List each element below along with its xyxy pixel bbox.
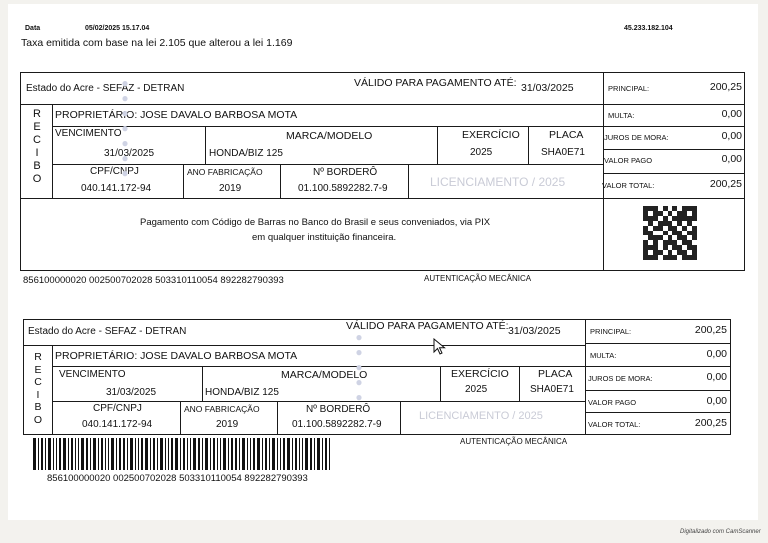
date-label: Data bbox=[25, 25, 41, 32]
valid-until-date: 31/03/2025 bbox=[508, 325, 561, 337]
mouse-pointer-icon bbox=[433, 338, 447, 356]
qr-code-icon bbox=[643, 206, 697, 260]
summary-principal-value: 200,25 bbox=[709, 81, 742, 93]
cpf-label: CPF/CNPJ bbox=[90, 166, 139, 177]
barcode-icon bbox=[33, 438, 353, 470]
recibo-vertical-label: R E C I B O bbox=[33, 351, 43, 426]
summary-fine-label: MULTA: bbox=[608, 111, 635, 120]
model-value: HONDA/BIZ 125 bbox=[205, 387, 279, 398]
summary-total-label: VALOR TOTAL: bbox=[602, 181, 655, 190]
summary-paid-label: VALOR PAGO bbox=[604, 156, 653, 165]
ip-address: 45.233.182.104 bbox=[624, 25, 673, 32]
plate-label: PLACA bbox=[538, 368, 573, 380]
year-value: 2025 bbox=[465, 384, 488, 395]
plate-value: SHA0E71 bbox=[541, 147, 585, 158]
barcode-digits: 856100000020 002500702028 503310110054 892282790393 bbox=[47, 473, 308, 484]
summary-paid-value: 0,00 bbox=[721, 153, 742, 165]
bordero-value: 01.100.5892282.7-9 bbox=[292, 419, 382, 430]
summary-total-value: 200,25 bbox=[694, 417, 727, 429]
cpf-value: 040.141.172-94 bbox=[82, 419, 153, 430]
summary-interest-value: 0,00 bbox=[721, 130, 742, 142]
summary-interest-label: JUROS DE MORA: bbox=[588, 374, 653, 383]
mechanical-auth-label: AUTENTICAÇÃO MECÂNICA bbox=[424, 274, 532, 283]
plate-value: SHA0E71 bbox=[530, 384, 574, 395]
cpf-value: 040.141.172-94 bbox=[81, 183, 152, 194]
summary-principal-value: 200,25 bbox=[694, 324, 727, 336]
summary-principal-label: PRINCIPAL: bbox=[608, 84, 650, 93]
bordero-label: Nº BORDERÔ bbox=[313, 167, 378, 178]
year-label: EXERCÍCIO bbox=[462, 129, 520, 141]
summary-principal-label: PRINCIPAL: bbox=[590, 327, 632, 336]
summary-total-value: 200,25 bbox=[709, 178, 742, 190]
bordero-value: 01.100.5892282.7-9 bbox=[298, 183, 388, 194]
owner-name: PROPRIETÁRIO: JOSE DAVALO BARBOSA MOTA bbox=[55, 109, 298, 121]
valid-until-label: VÁLIDO PARA PAGAMENTO ATÉ: bbox=[354, 77, 517, 89]
model-label: MARCA/MODELO bbox=[286, 130, 373, 142]
recibo-vertical-label: R E C I B O bbox=[32, 108, 42, 185]
service-watermark: LICENCIAMENTO / 2025 bbox=[430, 175, 566, 189]
issuer: Estado do Acre - SEFAZ - DETRAN bbox=[28, 326, 187, 337]
model-label: MARCA/MODELO bbox=[281, 369, 368, 381]
service-watermark: LICENCIAMENTO / 2025 bbox=[419, 410, 543, 422]
date-value: 05/02/2025 15.17.04 bbox=[85, 25, 150, 32]
fabrication-value: 2019 bbox=[216, 419, 239, 430]
issuer: Estado do Acre - SEFAZ - DETRAN bbox=[26, 83, 185, 94]
summary-fine-value: 0,00 bbox=[706, 348, 727, 360]
year-value: 2025 bbox=[470, 147, 493, 158]
fabrication-label: ANO FABRICAÇÃO bbox=[187, 167, 263, 177]
year-label: EXERCÍCIO bbox=[451, 368, 509, 380]
barcode-digits: 856100000020 002500702028 503310110054 892282790393 bbox=[23, 275, 284, 286]
law-note: Taxa emitida com base na lei 2.105 que alterou a lei 1.169 bbox=[21, 37, 293, 49]
owner-name: PROPRIETÁRIO: JOSE DAVALO BARBOSA MOTA bbox=[55, 350, 298, 362]
scanner-credit: Digitalizado com CamScanner bbox=[680, 529, 761, 535]
bordero-label: Nº BORDERÔ bbox=[306, 404, 371, 415]
due-label: VENCIMENTO bbox=[59, 369, 126, 380]
valid-until-label: VÁLIDO PARA PAGAMENTO ATÉ: bbox=[346, 320, 509, 332]
summary-interest-value: 0,00 bbox=[706, 371, 727, 383]
payment-note-line-2: em qualquer instituição financeira. bbox=[252, 232, 397, 243]
summary-fine-label: MULTA: bbox=[590, 351, 617, 360]
summary-paid-value: 0,00 bbox=[706, 395, 727, 407]
cpf-label: CPF/CNPJ bbox=[93, 403, 142, 414]
summary-total-label: VALOR TOTAL: bbox=[588, 420, 641, 429]
summary-interest-label: JUROS DE MORA: bbox=[604, 133, 669, 142]
summary-fine-value: 0,00 bbox=[721, 108, 742, 120]
due-value: 31/03/2025 bbox=[104, 148, 155, 159]
valid-until-date: 31/03/2025 bbox=[521, 82, 574, 94]
mechanical-auth-label: AUTENTICAÇÃO MECÂNICA bbox=[460, 437, 568, 446]
faint-watermark: ●●●●●●● bbox=[118, 76, 132, 181]
plate-label: PLACA bbox=[549, 129, 584, 141]
payment-note-line-1: Pagamento com Código de Barras no Banco do Brasil e seus conveniados, via PIX bbox=[140, 217, 491, 228]
model-value: HONDA/BIZ 125 bbox=[209, 148, 283, 159]
fabrication-label: ANO FABRICAÇÃO bbox=[184, 404, 260, 414]
fabrication-value: 2019 bbox=[219, 183, 242, 194]
due-value: 31/03/2025 bbox=[106, 387, 157, 398]
summary-paid-label: VALOR PAGO bbox=[588, 398, 637, 407]
faint-watermark: ●●●●● bbox=[352, 330, 366, 405]
due-label: VENCIMENTO bbox=[55, 128, 122, 139]
